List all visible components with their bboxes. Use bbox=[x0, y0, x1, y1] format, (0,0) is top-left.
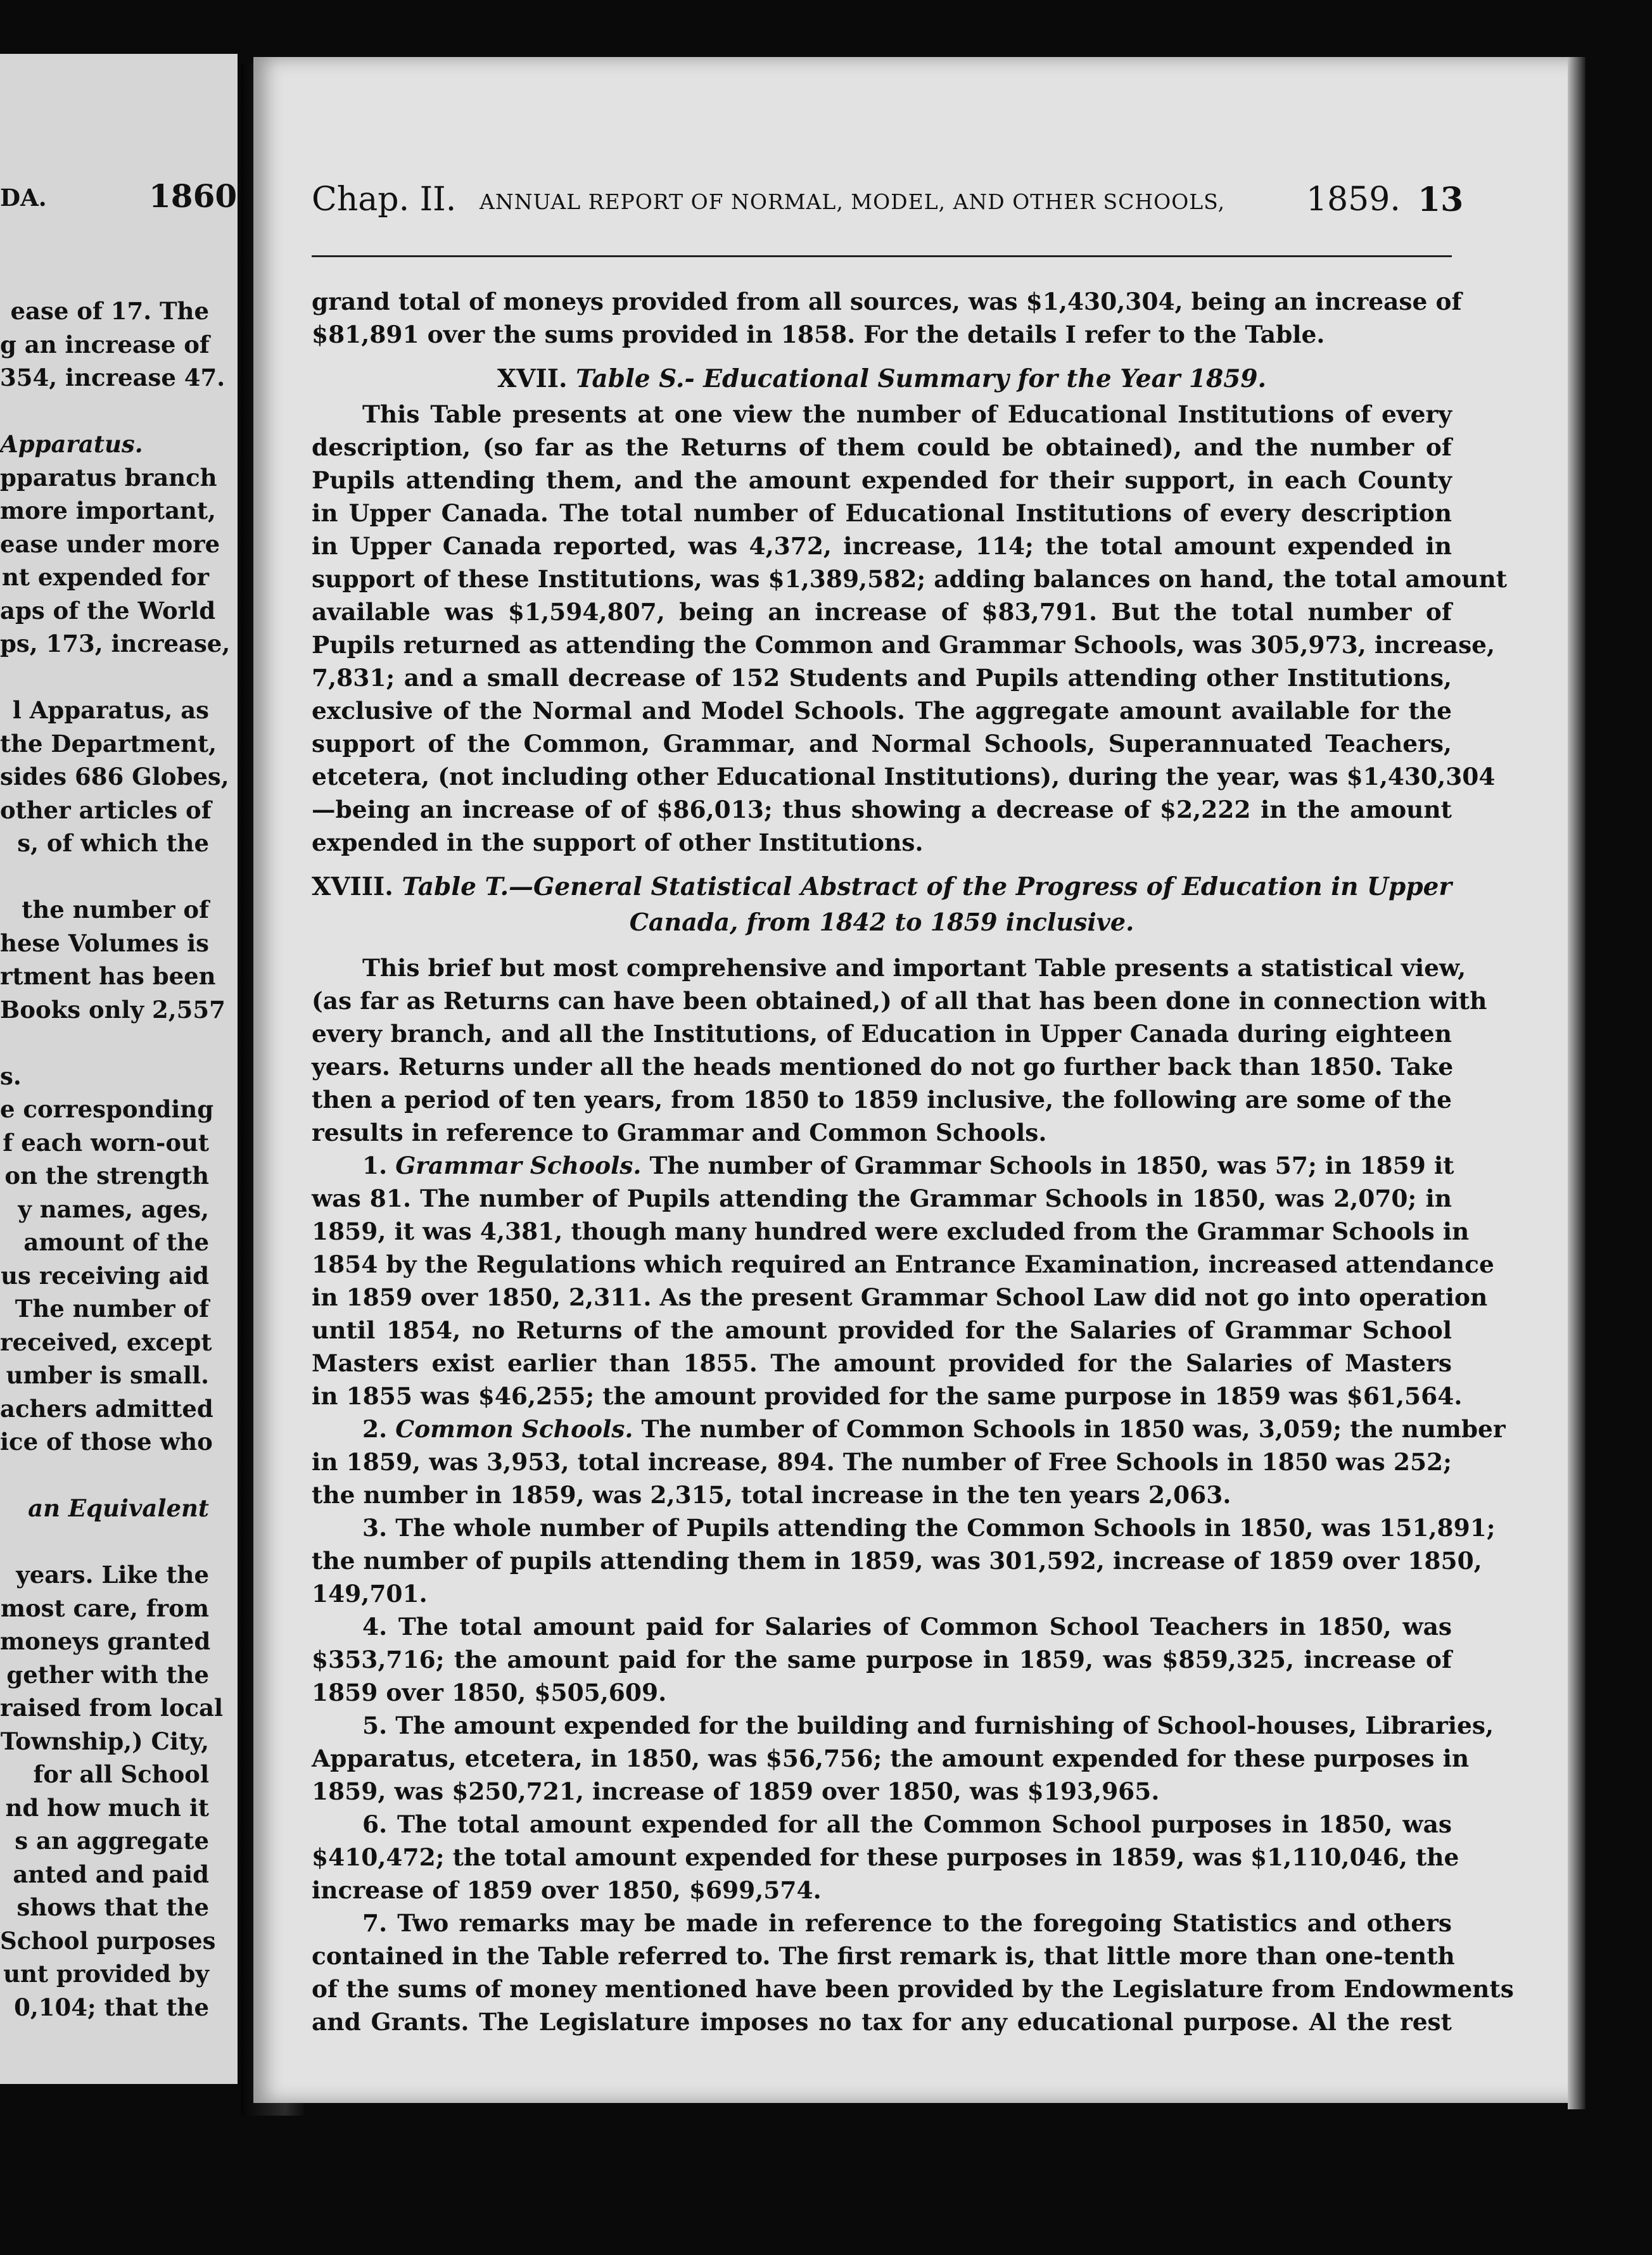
text-line: 5. The amount expended for the building and furnishing of School-houses, Libraries, bbox=[362, 1712, 1494, 1739]
left-page-line: most care, from bbox=[0, 1594, 209, 1622]
left-page-line: nt expended for bbox=[1, 563, 209, 591]
text-line: This Table presents at one view the number of Educational Institutions of every bbox=[362, 400, 1452, 428]
left-page-year: 1860 bbox=[149, 177, 238, 215]
left-page-line: rtment has been bbox=[0, 962, 216, 990]
text-line: then a period of ten years, from 1850 to 1859 inclusive, the following are some of the bbox=[312, 1086, 1452, 1114]
text-line: years. Returns under all the heads mentioned do not go further back than 1850. Take bbox=[312, 1053, 1454, 1081]
text-line: 4. The total amount paid for Salaries of Common School Teachers in 1850, was bbox=[362, 1613, 1452, 1641]
left-page-line: f each worn-out bbox=[3, 1128, 209, 1157]
text-line: results in reference to Grammar and Common Schools. bbox=[312, 1119, 1047, 1147]
section-17-title: Table S.- Educational Summary for the Year 1859. bbox=[576, 364, 1267, 393]
item-3-paragraph bbox=[312, 1511, 1496, 1610]
left-page-line: ease of 17. The bbox=[10, 297, 209, 325]
left-page-line: e corresponding bbox=[0, 1095, 214, 1123]
item-2-paragraph bbox=[312, 1445, 1452, 1511]
section-17-heading bbox=[312, 360, 1452, 398]
text-line: $353,716; the amount paid for the same purpose in 1859, was $859,325, increase of bbox=[312, 1646, 1452, 1674]
text-line: in Upper Canada reported, was 4,372, increase, 114; the total amount expended in bbox=[312, 532, 1452, 560]
left-page-line: y names, ages, bbox=[18, 1195, 209, 1223]
text-line: increase of 1859 over 1850, $699,574. bbox=[312, 1876, 822, 1904]
section-18-number: XVIII. bbox=[312, 872, 393, 901]
item-1-label: 1. bbox=[362, 1152, 396, 1179]
left-page-line bbox=[0, 1459, 238, 1492]
left-page-line: 354, increase 47. bbox=[0, 364, 226, 391]
text-line: available was $1,594,807, being an increase of $83,791. But the total number of bbox=[312, 598, 1452, 626]
left-page-line: on the strength bbox=[4, 1162, 209, 1190]
left-page-line: for all School bbox=[33, 1760, 209, 1788]
left-page-line: moneys granted bbox=[0, 1627, 211, 1655]
left-page-line: anted and paid bbox=[13, 1860, 209, 1888]
section-17-number: XVII. bbox=[497, 364, 568, 393]
item-2-first-line bbox=[312, 1413, 1506, 1445]
item-1-paragraph bbox=[312, 1182, 1494, 1413]
left-page-line: Township,) City, bbox=[0, 1727, 209, 1755]
item-1-title: Grammar Schools. bbox=[395, 1152, 642, 1179]
text-line: until 1854, no Returns of the amount provided for the Salaries of Grammar School bbox=[312, 1316, 1452, 1344]
left-page-line: amount of the bbox=[23, 1228, 209, 1256]
left-page-line bbox=[0, 860, 238, 894]
item-2-title: Common Schools. bbox=[395, 1415, 633, 1443]
left-page-line: the number of bbox=[22, 896, 209, 924]
left-page-line bbox=[0, 661, 238, 694]
report-title: ANNUAL REPORT OF NORMAL, MODEL, AND OTHER SCHOOLS, bbox=[480, 189, 1226, 214]
left-page-line: 0,104; that the bbox=[14, 1993, 209, 2021]
left-page-line: The number of bbox=[15, 1295, 209, 1323]
left-page-line: the Department, bbox=[0, 729, 217, 758]
left-page-line: hese Volumes is bbox=[0, 929, 209, 957]
section-18-intro-paragraph bbox=[312, 951, 1487, 1149]
left-facing-page bbox=[0, 54, 238, 2084]
section-18-title-line1: Table T.—General Statistical Abstract of the Progress of Education in Upper bbox=[402, 872, 1452, 901]
left-page-line: g an increase of bbox=[0, 330, 210, 359]
page-edge bbox=[1568, 57, 1585, 2109]
text-line: in Upper Canada. The total number of Educational Institutions of every description bbox=[312, 499, 1452, 527]
left-page-line: unt provided by bbox=[3, 1960, 209, 1988]
text-line: 7,831; and a small decrease of 152 Students and Pupils attending other Institutions, bbox=[312, 664, 1452, 692]
left-page-line: Apparatus. bbox=[0, 430, 143, 458]
left-page-line: umber is small. bbox=[6, 1361, 209, 1389]
text-line: exclusive of the Normal and Model Schools. The aggregate amount available for the bbox=[312, 697, 1452, 725]
text-line: the number of pupils attending them in 1859, was 301,592, increase of 1859 over 1850, bbox=[312, 1547, 1482, 1575]
intro-paragraph bbox=[312, 285, 1462, 351]
left-page-line: more important, bbox=[0, 497, 216, 524]
text-line: was 81. The number of Pupils attending the Grammar Schools in 1850, was 2,070; in bbox=[312, 1185, 1452, 1212]
left-page-line: us receiving aid bbox=[1, 1261, 209, 1290]
left-page-line: l Apparatus, as bbox=[12, 696, 209, 724]
text-line: 1859, it was 4,381, though many hundred were excluded from the Grammar Schools in bbox=[312, 1217, 1470, 1245]
left-page-line: ps, 173, increase, bbox=[0, 630, 231, 657]
text-line: 3. The whole number of Pupils attending the Common Schools in 1850, was 151,891; bbox=[362, 1514, 1496, 1542]
item-5-paragraph bbox=[312, 1709, 1494, 1808]
text-line: of the sums of money mentioned have been provided by the Legislature from Endowments bbox=[312, 1975, 1514, 2003]
text-line: in 1855 was $46,255; the amount provided for the same purpose in 1859 was $61,564. bbox=[312, 1382, 1463, 1410]
text-line: support of these Institutions, was $1,389,582; adding balances on hand, the total amount bbox=[312, 565, 1508, 593]
section-18-heading bbox=[312, 868, 1452, 906]
left-page-line bbox=[0, 395, 238, 428]
text-line: 1854 by the Regulations which required an Entrance Examination, increased attendance bbox=[312, 1250, 1494, 1278]
left-page-line: aps of the World bbox=[0, 596, 216, 625]
text-line: support of the Common, Grammar, and Normal Schools, Superannuated Teachers, bbox=[312, 730, 1452, 758]
left-page-text-column bbox=[0, 295, 238, 2024]
report-year: 1859. bbox=[1306, 181, 1401, 219]
left-page-line: shows that the bbox=[16, 1893, 209, 1921]
left-page-header bbox=[0, 177, 238, 228]
text-line: Apparatus, etcetera, in 1850, was $56,756; the amount expended for these purposes in bbox=[312, 1744, 1470, 1772]
left-page-line: nd how much it bbox=[5, 1793, 209, 1822]
header-rule bbox=[312, 255, 1452, 257]
text-line: contained in the Table referred to. The first remark is, that little more than one-tenth bbox=[312, 1942, 1455, 1970]
text-line: This brief but most comprehensive and important Table presents a statistical view, bbox=[362, 954, 1466, 982]
item-1-first-text: The number of Grammar Schools in 1850, was 57; in 1859 it bbox=[641, 1152, 1454, 1179]
text-line: 7. Two remarks may be made in reference to the foregoing Statistics and others bbox=[362, 1909, 1452, 1937]
text-line: Pupils attending them, and the amount expended for their support, in each County bbox=[312, 466, 1452, 494]
text-line: in 1859, was 3,953, total increase, 894. The number of Free Schools in 1850 was 252; bbox=[312, 1448, 1452, 1476]
text-line: etcetera, (not including other Educational Institutions), during the year, was $1,430,304 bbox=[312, 763, 1496, 791]
item-2-first-text: The number of Common Schools in 1850 was, 3,059; the number bbox=[633, 1415, 1506, 1443]
section-18-title-line2: Canada, from 1842 to 1859 inclusive. bbox=[629, 908, 1134, 936]
text-line: 6. The total amount expended for all the Common School purposes in 1850, was bbox=[362, 1810, 1452, 1838]
item-2-label: 2. bbox=[362, 1415, 396, 1443]
page-number: 13 bbox=[1418, 181, 1464, 219]
left-page-line: an Equivalent bbox=[28, 1494, 209, 1522]
left-page-line bbox=[0, 1026, 238, 1060]
chapter-label: Chap. II. bbox=[312, 181, 457, 219]
text-line: —being an increase of of $86,013; thus showing a decrease of $2,222 in the amount bbox=[312, 796, 1452, 823]
left-page-line: received, except bbox=[0, 1328, 212, 1356]
left-page-line: Books only 2,557 bbox=[0, 995, 226, 1024]
item-6-paragraph bbox=[312, 1808, 1459, 1907]
left-page-line: pparatus branch bbox=[0, 463, 217, 492]
text-line: grand total of moneys provided from all sources, was $1,430,304, being an increase of bbox=[312, 288, 1462, 315]
item-7-paragraph bbox=[312, 1907, 1514, 2038]
left-page-line bbox=[0, 1525, 238, 1559]
text-line: (as far as Returns can have been obtained,) of all that has been done in connection with bbox=[312, 987, 1487, 1015]
text-line: $81,891 over the sums provided in 1858. For the details I refer to the Table. bbox=[312, 321, 1325, 348]
left-page-header-fragment: DA. bbox=[0, 184, 47, 212]
left-page-line: sides 686 Globes, bbox=[0, 763, 229, 791]
text-line: expended in the support of other Institutions. bbox=[312, 829, 924, 856]
section-17-paragraph bbox=[312, 398, 1508, 859]
item-1-first-line bbox=[312, 1149, 1452, 1182]
left-page-line: ice of those who bbox=[0, 1428, 213, 1456]
text-line: Pupils returned as attending the Common and Grammar Schools, was 305,973, increase, bbox=[312, 631, 1496, 659]
text-line: in 1859 over 1850, 2,311. As the present Grammar School Law did not go into operation bbox=[312, 1283, 1488, 1311]
text-line: 149,701. bbox=[312, 1580, 428, 1608]
text-line: 1859, was $250,721, increase of 1859 over 1850, was $193,965. bbox=[312, 1777, 1160, 1805]
text-line: description, (so far as the Returns of them could be obtained), and the number of bbox=[312, 433, 1452, 461]
text-line: $410,472; the total amount expended for these purposes in 1859, was $1,110,046, the bbox=[312, 1843, 1459, 1871]
item-4-paragraph bbox=[312, 1610, 1452, 1709]
left-page-line: other articles of bbox=[0, 796, 212, 824]
left-page-line: years. Like the bbox=[16, 1561, 209, 1589]
left-page-line: s an aggregate bbox=[15, 1827, 209, 1855]
text-line: 1859 over 1850, $505,609. bbox=[312, 1679, 667, 1706]
text-line: every branch, and all the Institutions, of Education in Upper Canada during eighteen bbox=[312, 1020, 1452, 1048]
left-page-line: s, of which the bbox=[17, 829, 209, 857]
page-body bbox=[312, 285, 1514, 2038]
left-page-line: ease under more bbox=[0, 530, 220, 558]
text-line: the number in 1859, was 2,315, total increase in the ten years 2,063. bbox=[312, 1481, 1231, 1509]
running-header bbox=[312, 181, 1464, 231]
text-line: Masters exist earlier than 1855. The amount provided for the Salaries of Masters bbox=[312, 1349, 1452, 1377]
left-page-line: raised from local bbox=[0, 1694, 224, 1722]
left-page-line: gether with the bbox=[6, 1660, 209, 1689]
left-page-line: achers admitted bbox=[0, 1394, 213, 1423]
text-line: and Grants. The Legislature imposes no tax for any educational purpose. Al the rest bbox=[312, 2008, 1452, 2036]
left-page-line: School purposes bbox=[0, 1926, 216, 1955]
left-page-line: s. bbox=[0, 1062, 22, 1090]
